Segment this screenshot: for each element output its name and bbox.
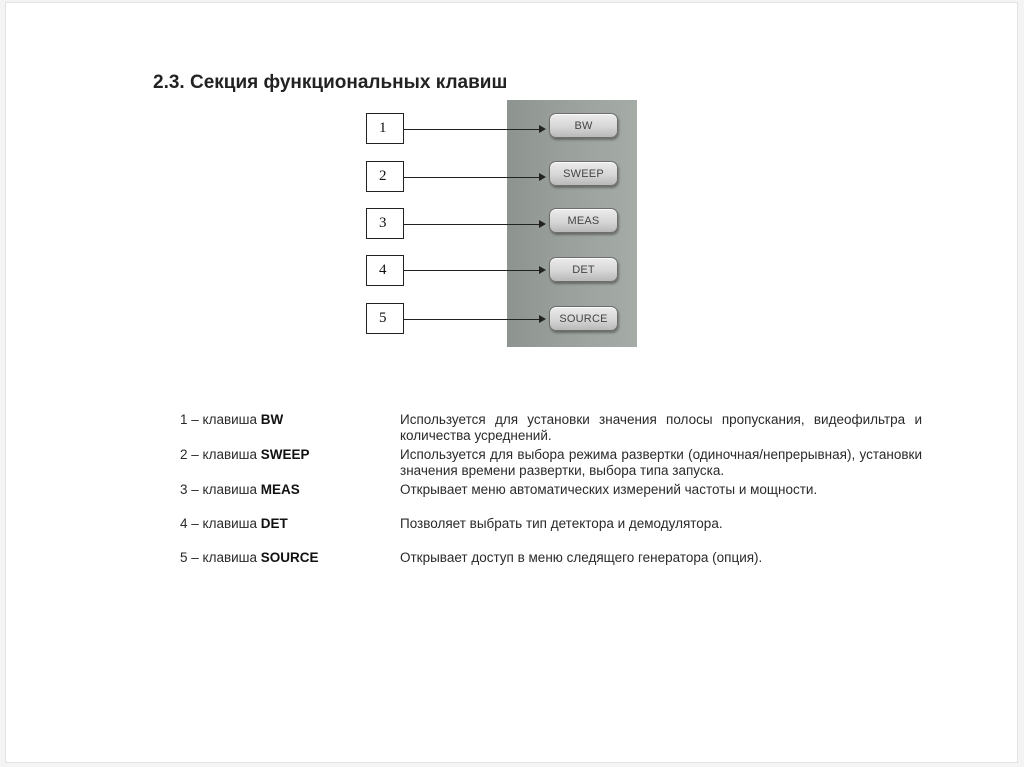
callout-number-2: 2	[366, 161, 404, 192]
key-name: 5 – клавиша SOURCE	[180, 550, 319, 565]
bw-key: BW	[549, 113, 618, 138]
callout-number-3: 3	[366, 208, 404, 239]
key-name: 3 – клавиша MEAS	[180, 482, 300, 497]
meas-key: MEAS	[549, 208, 618, 233]
callout-number-1: 1	[366, 113, 404, 144]
key-description: Открывает меню автоматических измерений частоты и мощности.	[400, 482, 818, 497]
key-description: Открывает доступ в меню следящего генератора (опция).	[400, 550, 763, 565]
key-name: 1 – клавиша BW	[180, 412, 284, 427]
key-description: Используется для установки значения полосы пропускания, видеофильтра и количества усреднений.	[400, 412, 922, 443]
key-description: Позволяет выбрать тип детектора и демодулятора.	[400, 516, 723, 531]
key-name: 2 – клавиша SWEEP	[180, 447, 310, 462]
source-key: SOURCE	[549, 306, 618, 331]
callout-arrow-5	[404, 319, 544, 320]
key-description: Используется для выбора режима развертки (одиночная/непрерывная), установки значения времени развертки, выбора типа запуска.	[400, 447, 922, 478]
callout-arrow-3	[404, 224, 544, 225]
section-title: 2.3. Секция функциональных клавиш	[153, 72, 508, 93]
callout-arrow-4	[404, 270, 544, 271]
callout-arrow-1	[404, 129, 544, 130]
callout-number-4: 4	[366, 255, 404, 286]
det-key: DET	[549, 257, 618, 282]
key-name: 4 – клавиша DET	[180, 516, 288, 531]
callout-number-5: 5	[366, 303, 404, 334]
sweep-key: SWEEP	[549, 161, 618, 186]
callout-arrow-2	[404, 177, 544, 178]
